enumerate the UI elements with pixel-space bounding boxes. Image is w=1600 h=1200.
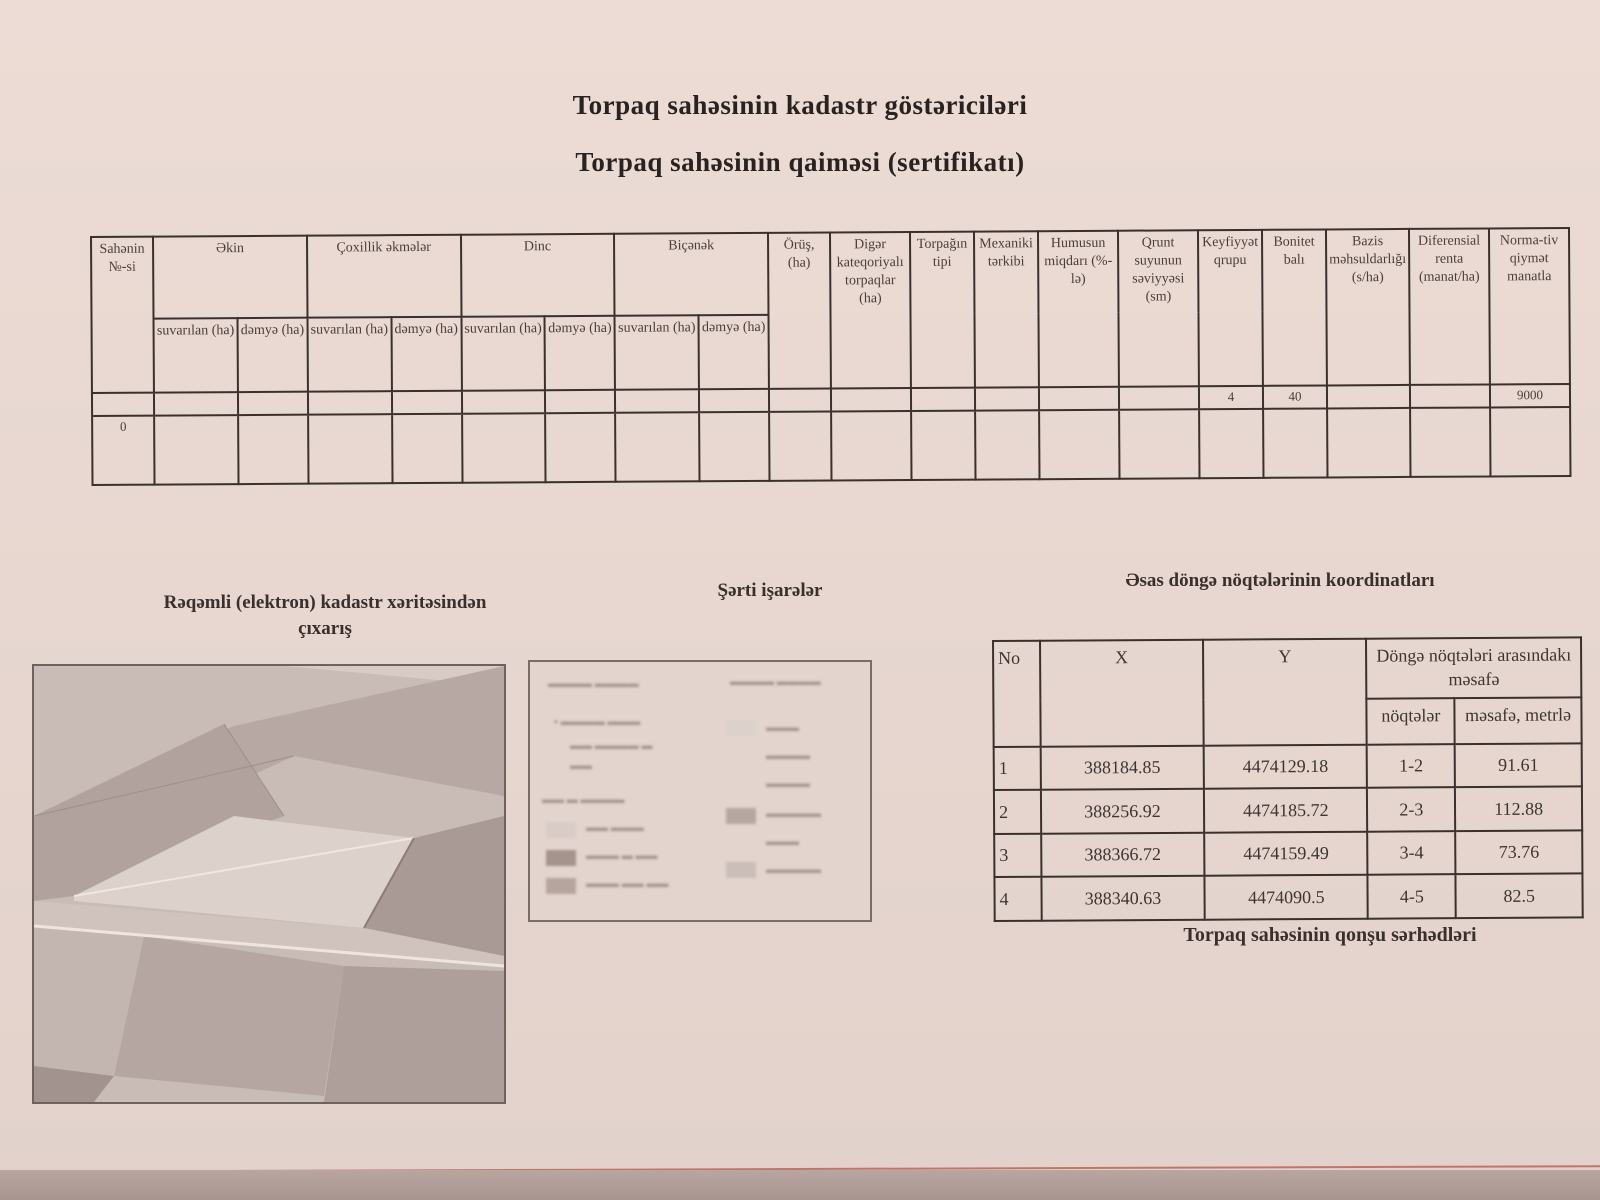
header-torpag-tipi: Torpağın tipi [910, 232, 975, 388]
data-cell [462, 413, 546, 483]
value-bonitet: 40 [1263, 385, 1327, 408]
header-sahe-no: Sahənin №-si [91, 237, 154, 393]
legend-blurred-text: ▬▬ ▬▬▬ [586, 822, 644, 834]
header-keyfiyyet: Keyfiyyət qrupu [1198, 230, 1263, 386]
header-qrunt: Qrunt suyunun səviyyəsi (sm) [1118, 230, 1199, 386]
data-cell [911, 410, 975, 480]
header-orus: Örüş, (ha) [768, 232, 831, 388]
value-cell [154, 392, 238, 416]
map-parcels [34, 666, 504, 1102]
data-cell [1490, 407, 1570, 477]
header-bicenek: Biçənək [614, 233, 768, 316]
legend-blurred-text: ▬▬▬▬ [766, 778, 810, 790]
coord-points: 3-4 [1368, 831, 1456, 875]
legend-blurred-text: ▬▬ [570, 760, 592, 772]
legend-swatch [726, 808, 756, 824]
legend-blurred-text: ▬▬▬▬▬ [766, 864, 821, 876]
value-cell [92, 392, 154, 415]
coord-header-y: Y [1203, 639, 1367, 746]
subheader-bicenek-demye: dəmyə (ha) [699, 315, 769, 389]
data-cell [1039, 409, 1119, 479]
data-cell [615, 412, 699, 482]
coord-no: 4 [994, 877, 1041, 921]
legend-swatch [546, 822, 576, 838]
value-cell [615, 389, 699, 413]
value-cell [308, 391, 392, 415]
header-dinc: Dinc [460, 234, 614, 317]
data-cell [1199, 408, 1263, 478]
header-mexaniki: Mexaniki tərkibi [974, 231, 1039, 387]
coord-x: 388184.85 [1040, 745, 1204, 790]
data-cell [769, 411, 831, 481]
table-row [994, 787, 1582, 834]
data-cell [392, 413, 462, 483]
coord-no: 3 [994, 834, 1041, 878]
map-extract-title: Rəqəmli (elektron) kadastr xəritəsindən çıxarış [163, 592, 487, 639]
value-sahe-no: 0 [92, 415, 154, 485]
value-cell [1119, 386, 1199, 410]
coord-points: 2-3 [1367, 787, 1455, 831]
value-cell [392, 390, 462, 414]
coord-y: 4474159.49 [1204, 832, 1368, 877]
document-title: Torpaq sahəsinin kadastr göstəriciləri [572, 90, 1028, 120]
value-cell [831, 387, 911, 411]
value-cell [238, 391, 308, 415]
legend-blurred-text: ▬▬ ▬ ▬▬▬▬ [542, 794, 625, 806]
legend-blurred-text: ▪ ▬▬▬▬ ▬▬▬ [554, 716, 641, 728]
coord-y: 4474185.72 [1204, 788, 1368, 833]
legend-swatch [546, 878, 576, 894]
neighbors-title: Torpaq sahəsinin qonşu sərhədləri [1183, 924, 1477, 946]
data-cell [1410, 407, 1490, 477]
coord-no: 1 [994, 746, 1041, 790]
data-cell [1263, 408, 1327, 478]
value-cell [975, 387, 1039, 410]
legend-blurred-text: ▬▬▬ ▬ ▬▬ [586, 850, 658, 862]
coord-distance: 91.61 [1455, 743, 1582, 787]
subheader-ekin-demye: dəmyə (ha) [237, 318, 307, 392]
header-humus: Humusun miqdarı (%-lə) [1038, 231, 1119, 387]
subheader-ekin-suvarilan: suvarılan (ha) [154, 318, 238, 392]
legend-blurred-text: ▬▬▬ [766, 722, 799, 734]
coord-points: 4-5 [1368, 875, 1456, 919]
legend-blurred-text: ▬▬▬▬ [766, 750, 810, 762]
legend-blurred-text: ▬▬ ▬▬▬▬ ▬ [570, 740, 653, 752]
data-cell [308, 414, 392, 484]
header-bazis: Bazis məhsuldarlığı (s/ha) [1326, 229, 1410, 385]
value-cell [545, 389, 615, 413]
legend-swatch [726, 862, 756, 878]
header-diger: Digər kateqoriyalı torpaqlar (ha) [830, 232, 911, 388]
data-cell [831, 411, 911, 481]
coord-x: 388340.63 [1041, 876, 1205, 921]
document-subtitle: Torpaq sahəsinin qaiməsi (sertifikatı) [575, 147, 1025, 177]
value-keyfiyyet: 4 [1199, 385, 1263, 408]
subheader-bicenek-suvarilan: suvarılan (ha) [615, 315, 699, 389]
table-row [994, 830, 1582, 877]
header-normativ: Norma-tiv qiymət manatla [1489, 228, 1570, 384]
data-cell [238, 414, 308, 484]
coord-header-points: nöqtələr [1367, 698, 1455, 744]
coord-points: 1-2 [1367, 744, 1455, 788]
coordinates-title: Əsas döngə nöqtələrinin koordinatları [1125, 570, 1435, 591]
header-ekin: Əkin [153, 236, 307, 319]
legend-blurred-text: ▬▬▬ [766, 836, 799, 848]
data-cell [975, 410, 1039, 480]
value-cell [461, 390, 545, 414]
coord-no: 2 [994, 790, 1041, 834]
data-cell [699, 411, 769, 481]
legend-blurred-text: ▬▬▬ ▬▬ ▬▬ [586, 878, 669, 890]
value-cell [769, 388, 831, 411]
coord-header-distance: məsafə, metrlə [1455, 698, 1582, 744]
page-bottom-shadow [0, 1170, 1600, 1200]
value-cell [911, 387, 975, 410]
table-row [994, 743, 1582, 790]
subheader-dinc-suvarilan: suvarılan (ha) [461, 316, 545, 390]
subheader-coxillik-demye: dəmyə (ha) [391, 317, 461, 391]
legend-blurred-text: ▬▬▬▬ ▬▬▬▬ [730, 676, 821, 688]
coord-header-x: X [1040, 640, 1204, 747]
header-bonitet: Bonitet balı [1262, 229, 1327, 385]
data-cell [1327, 408, 1410, 478]
value-cell [1410, 384, 1490, 408]
legend-box [528, 660, 872, 922]
header-diferensial: Diferensial renta (manat/ha) [1409, 228, 1490, 384]
coord-distance: 73.76 [1455, 830, 1582, 874]
value-cell [1039, 386, 1119, 410]
value-normativ: 9000 [1490, 383, 1570, 407]
value-cell [699, 388, 769, 412]
legend-title: Şərti işarələr [717, 580, 823, 601]
coord-x: 388366.72 [1041, 833, 1205, 878]
coord-x: 388256.92 [1041, 789, 1205, 834]
coord-distance: 82.5 [1456, 874, 1583, 918]
cadastre-indicators-table [90, 227, 1571, 486]
coord-distance: 112.88 [1455, 787, 1582, 831]
data-cell [546, 412, 616, 482]
coord-y: 4474090.5 [1205, 875, 1369, 920]
coord-header-distance-group: Döngə nöqtələri arasındakı məsafə [1366, 637, 1581, 698]
value-cell [1327, 384, 1410, 408]
coordinates-table [992, 636, 1584, 922]
subheader-dinc-demye: dəmyə (ha) [545, 316, 615, 390]
data-cell [154, 415, 238, 485]
coord-header-no: No [993, 641, 1040, 747]
legend-blurred-text: ▬▬▬▬ ▬▬▬▬ [548, 678, 639, 690]
legend-swatch [546, 850, 576, 866]
cadastre-map-extract [32, 664, 506, 1104]
coord-y: 4474129.18 [1204, 744, 1368, 789]
table-row [994, 874, 1582, 921]
subheader-coxillik-suvarilan: suvarılan (ha) [307, 317, 391, 391]
data-cell [1119, 409, 1199, 479]
legend-swatch [726, 720, 756, 736]
header-coxillik: Çoxillik əkmələr [307, 235, 461, 318]
legend-blurred-text: ▬▬▬▬▬ [766, 808, 821, 820]
